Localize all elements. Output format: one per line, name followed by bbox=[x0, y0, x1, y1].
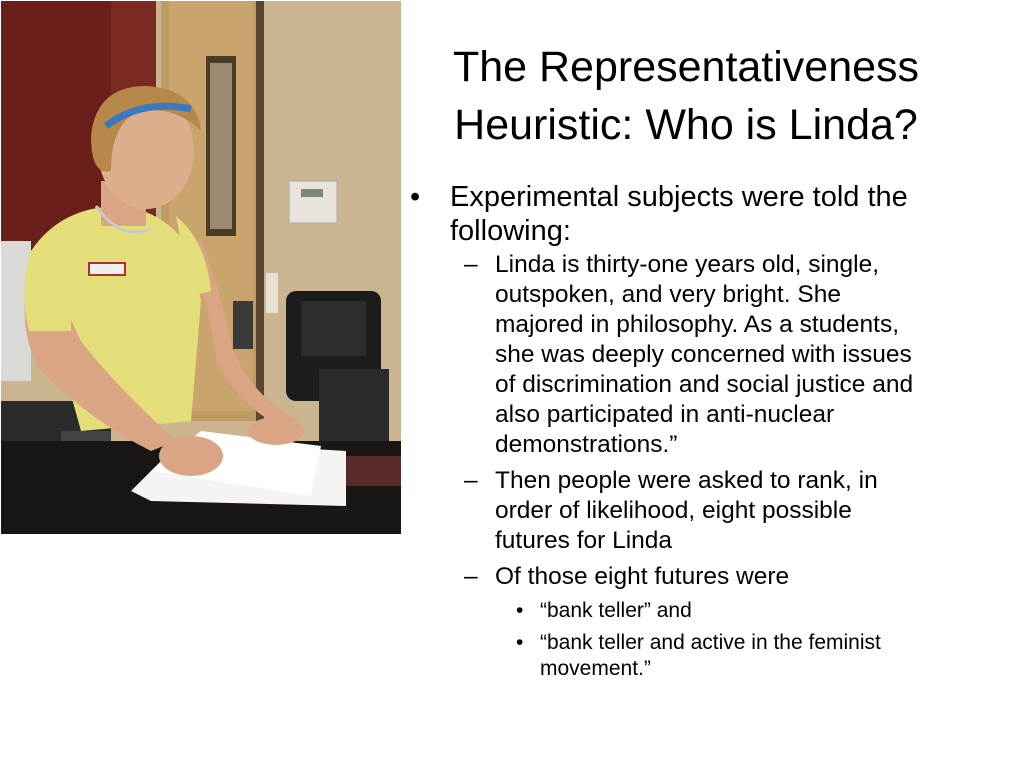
bullet-text: demonstrations.” bbox=[495, 431, 678, 458]
bullet-eight-futures bbox=[408, 562, 1008, 592]
bullet-text: movement.” bbox=[540, 657, 651, 680]
bullet-text: Then people were asked to rank, in bbox=[495, 467, 878, 494]
bullet-text: Experimental subjects were told the bbox=[450, 181, 908, 213]
bullet-text: outspoken, and very bright. She bbox=[495, 281, 841, 308]
bullet-marker: • bbox=[516, 631, 524, 654]
woman-signing-papers-photo bbox=[1, 1, 401, 534]
title-line: The Representativeness bbox=[452, 43, 920, 91]
slide-title bbox=[410, 38, 962, 154]
bullet-bank-teller-feminist bbox=[408, 630, 1008, 682]
bullet-text: she was deeply concerned with issues bbox=[495, 341, 912, 368]
bullet-marker: • bbox=[410, 181, 421, 213]
bullet-text: also participated in anti-nuclear bbox=[495, 401, 835, 428]
title-line: Heuristic: Who is Linda? bbox=[454, 101, 918, 149]
bullet-text: following: bbox=[450, 215, 571, 247]
bullet-text: Of those eight futures were bbox=[495, 563, 790, 590]
slide-body bbox=[408, 180, 1008, 682]
bullet-marker: • bbox=[516, 599, 524, 622]
bullet-text: futures for Linda bbox=[495, 527, 673, 554]
bullet-text: Linda is thirty-one years old, single, bbox=[495, 251, 880, 278]
bullet-text: order of likelihood, eight possible bbox=[495, 497, 852, 524]
dash-marker: – bbox=[464, 251, 478, 278]
bullet-bank-teller bbox=[408, 598, 1008, 624]
bullet-rank-futures bbox=[408, 466, 1008, 556]
bullet-text: of discrimination and social justice and bbox=[495, 371, 914, 398]
dash-marker: – bbox=[464, 563, 478, 590]
bullet-experimental-subjects bbox=[408, 180, 1008, 248]
bullet-linda-description bbox=[408, 250, 1008, 460]
dash-marker: – bbox=[464, 467, 478, 494]
bullet-text: majored in philosophy. As a students, bbox=[495, 311, 900, 338]
bullet-text: “bank teller” and bbox=[540, 599, 692, 622]
bullet-text: “bank teller and active in the feminist bbox=[540, 631, 881, 654]
